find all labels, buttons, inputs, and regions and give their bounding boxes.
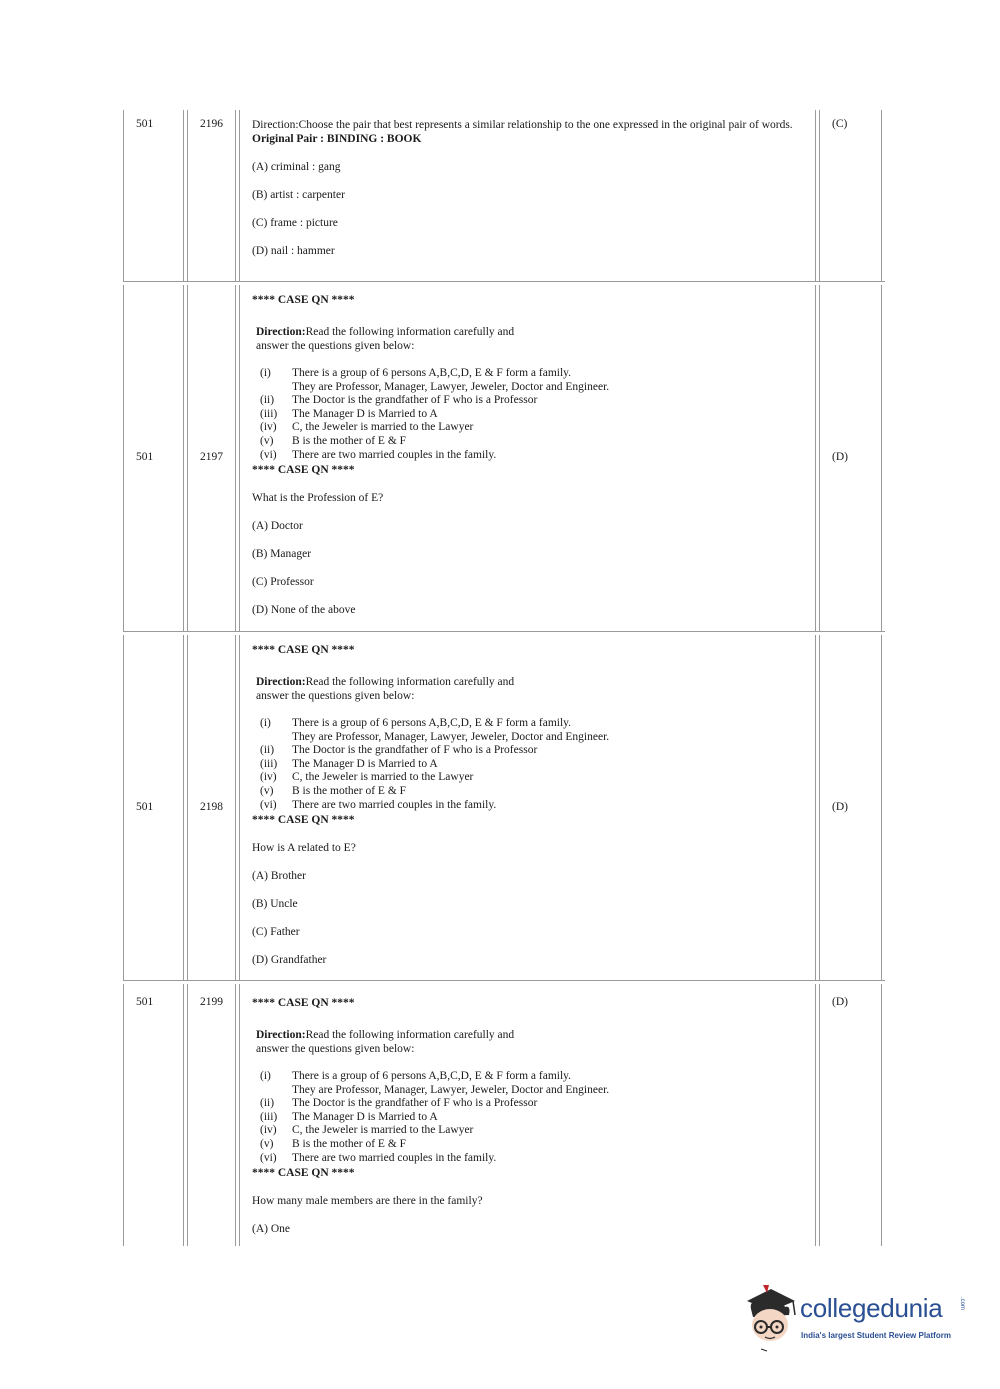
original-pair: Original Pair : BINDING : BOOK: [252, 133, 422, 145]
direction-text: Read the following information carefully and: [305, 1029, 515, 1041]
case-header: **** CASE QN ****: [252, 644, 355, 656]
direction-label: Direction:: [256, 676, 306, 688]
fact-item: (v) B is the mother of E & F: [260, 784, 407, 797]
fact-item: (ii) The Doctor is the grandfather of F who is a Professor: [260, 744, 538, 757]
logo-suffix: .com: [959, 1297, 965, 1311]
mascot-icon: [743, 1283, 803, 1353]
option-b: (B) Manager: [252, 548, 312, 561]
question-id: 2198: [200, 801, 223, 813]
question-cell: [239, 984, 816, 1246]
answer-key: (D): [832, 996, 848, 1008]
fact-item: (v) B is the mother of E & F: [260, 434, 407, 447]
fact-item: (ii) The Doctor is the grandfather of F who is a Professor: [260, 394, 538, 407]
subject-cell: [123, 110, 184, 281]
option-b: (B) artist : carpenter: [252, 189, 345, 201]
table-row: [123, 285, 885, 632]
fact-item: (iii) The Manager D is Married to A: [260, 407, 438, 420]
fact-item: (vi) There are two married couples in the family.: [260, 798, 497, 811]
qid-cell: [187, 110, 236, 281]
option-a: (A) criminal : gang: [252, 161, 341, 173]
answer-key: (D): [832, 451, 848, 463]
option-a: (A) Doctor: [252, 520, 303, 533]
option-a: (A) One: [252, 1223, 290, 1236]
option-d: (D) None of the above: [252, 604, 356, 617]
question-id: 2197: [200, 451, 223, 463]
table-row: [123, 635, 885, 981]
case-footer: **** CASE QN ****: [252, 1167, 355, 1180]
qid-cell: [187, 635, 236, 980]
question-cell: [239, 110, 816, 281]
case-header: **** CASE QN ****: [252, 997, 355, 1009]
option-b: (B) Uncle: [252, 898, 298, 911]
answer-cell: [819, 984, 882, 1246]
case-footer: **** CASE QN ****: [252, 814, 355, 827]
fact-item: (vi) There are two married couples in the family.: [260, 1151, 497, 1164]
question-text: How many male members are there in the family?: [252, 1195, 483, 1208]
logo-tagline: India's largest Student Review Platform: [801, 1331, 951, 1340]
collegedunia-logo: [743, 1283, 968, 1353]
subject-cell: [123, 984, 184, 1246]
qid-cell: [187, 984, 236, 1246]
question-id: 2199: [200, 996, 223, 1008]
fact-item: (iii) The Manager D is Married to A: [260, 757, 438, 770]
qid-cell: [187, 285, 236, 631]
fact-item: (iv) C, the Jeweler is married to the Lawyer: [260, 421, 474, 434]
subject-code: 501: [136, 996, 154, 1008]
question-text: How is A related to E?: [252, 842, 356, 855]
fact-item: (ii) The Doctor is the grandfather of F who is a Professor: [260, 1097, 538, 1110]
case-footer: **** CASE QN ****: [252, 464, 355, 477]
option-a: (A) Brother: [252, 870, 306, 883]
fact-item: (iii) The Manager D is Married to A: [260, 1110, 438, 1123]
option-c: (C) Father: [252, 926, 300, 939]
table-row: [123, 984, 885, 1246]
direction-label: Direction:: [256, 1029, 306, 1041]
question-text: What is the Profession of E?: [252, 492, 384, 505]
direction-text: Read the following information carefully and: [305, 676, 515, 688]
answer-cell: [819, 110, 882, 281]
subject-cell: [123, 635, 184, 980]
answer-cell: [819, 635, 882, 980]
direction-text-2: answer the questions given below:: [256, 1043, 415, 1055]
question-cell: [239, 285, 816, 631]
direction-label: Direction:: [256, 326, 306, 338]
logo-brand-text: collegedunia: [800, 1293, 943, 1323]
direction-text-2: answer the questions given below:: [256, 340, 415, 352]
question-table: [123, 110, 885, 1246]
answer-key: (D): [832, 801, 848, 813]
subject-code: 501: [136, 118, 154, 130]
subject-cell: [123, 285, 184, 631]
option-d: (D) nail : hammer: [252, 245, 335, 257]
fact-item: (vi) There are two married couples in the family.: [260, 448, 497, 461]
option-d: (D) Grandfather: [252, 954, 327, 967]
fact-item: (iv) C, the Jeweler is married to the Lawyer: [260, 1124, 474, 1137]
option-c: (C) Professor: [252, 576, 314, 589]
direction-text: Read the following information carefully and: [305, 326, 515, 338]
case-facts: [260, 1070, 805, 1165]
answer-cell: [819, 285, 882, 631]
subject-code: 501: [136, 801, 154, 813]
option-c: (C) frame : picture: [252, 217, 338, 229]
fact-item: (iv) C, the Jeweler is married to the Lawyer: [260, 771, 474, 784]
question-cell: [239, 635, 816, 980]
question-id: 2196: [200, 118, 223, 130]
answer-key: (C): [832, 118, 848, 130]
fact-item: (i) There is a group of 6 persons A,B,C,D, E & F form a family. They are Professor, Manager, Lawyer, Jeweler, Doctor and Engineer.: [260, 367, 610, 393]
subject-code: 501: [136, 451, 154, 463]
case-header: **** CASE QN ****: [252, 294, 355, 306]
table-row: [123, 110, 885, 282]
question-direction: Direction:Choose the pair that best represents a similar relationship to the one expressed in the original pair of words.: [252, 119, 793, 131]
fact-item: (v) B is the mother of E & F: [260, 1137, 407, 1150]
fact-item: (i) There is a group of 6 persons A,B,C,D, E & F form a family. They are Professor, Manager, Lawyer, Jeweler, Doctor and Engineer.: [260, 1070, 610, 1096]
fact-item: (i) There is a group of 6 persons A,B,C,D, E & F form a family. They are Professor, Manager, Lawyer, Jeweler, Doctor and Engineer.: [260, 717, 610, 743]
case-facts: [260, 367, 805, 462]
case-facts: [260, 717, 805, 812]
direction-text-2: answer the questions given below:: [256, 690, 415, 702]
